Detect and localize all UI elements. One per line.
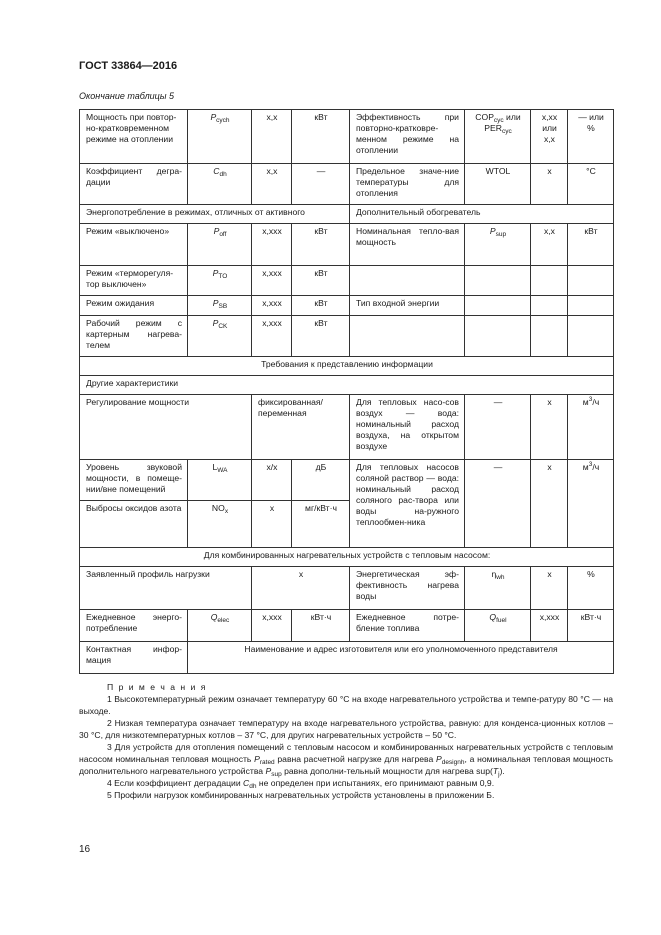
param-symbol: $\eta_{wh}$: [465, 567, 531, 610]
param-format: x: [252, 501, 292, 548]
table-row: [80, 266, 614, 296]
section-header: Дополнительный обогреватель: [350, 205, 614, 224]
param-unit: кВт: [292, 316, 350, 357]
param-name: Регулирование мощности: [80, 395, 252, 460]
note-4: 4 Если коэффициент деградации $C_{dh}$ не определен при испытаниях, его принимают равным 0,9.: [107, 778, 495, 790]
param-format: x,xxx: [252, 266, 292, 296]
param-unit: $м^3/ч$: [568, 460, 614, 548]
param-name: Тип входной энергии: [350, 296, 465, 316]
param-name: Выбросы оксидов азота: [80, 501, 188, 548]
param-symbol: $P_{cych}$: [188, 110, 252, 164]
table-row: [80, 460, 614, 501]
param-unit: кВт: [292, 266, 350, 296]
table-row: [80, 376, 614, 395]
document-header: ГОСТ 33864—2016: [79, 60, 178, 72]
param-name: Режим «выключено»: [80, 224, 188, 266]
param-unit: —: [292, 164, 350, 205]
empty-cell: [568, 316, 614, 357]
empty-cell: [568, 266, 614, 296]
empty-cell: [465, 316, 531, 357]
param-unit: кВт: [292, 110, 350, 164]
section-header: Энергопотребление в режимах, отличных от активного: [80, 205, 350, 224]
param-symbol: $NO_x$: [188, 501, 252, 548]
param-format: x,x: [252, 110, 292, 164]
param-name: Номинальная тепло-вая мощность: [350, 224, 465, 266]
table-row: [80, 395, 614, 460]
param-unit: $м^3/ч$: [568, 395, 614, 460]
param-format: x,xx или x,x: [531, 110, 568, 164]
page-number: 16: [79, 844, 91, 855]
param-unit: °C: [568, 164, 614, 205]
empty-cell: [531, 296, 568, 316]
param-symbol: $Q_{elec}$: [188, 610, 252, 642]
param-name: Мощность при повтор-но-кратковременном режиме на отоплении: [80, 110, 188, 164]
param-symbol: $Q_{fuel}$: [465, 610, 531, 642]
param-symbol: $P_{off}$: [188, 224, 252, 266]
param-name: Ежедневное энерго-потребление: [80, 610, 188, 642]
section-header: Требования к представлению информации: [80, 357, 614, 376]
param-value: фиксированная/ переменная: [252, 395, 350, 460]
table-row: [80, 548, 614, 567]
param-format: x,x: [531, 224, 568, 266]
param-name: Режим «терморегуля-тор выключен»: [80, 266, 188, 296]
notes-section: [79, 681, 613, 801]
empty-cell: [465, 296, 531, 316]
table-row: [80, 296, 614, 316]
table-row: [80, 567, 614, 610]
param-symbol: $L_{WA}$: [188, 460, 252, 501]
param-name: Предельное значе-ние температуры для отопления: [350, 164, 465, 205]
param-name: Контактная инфор-мация: [80, 642, 188, 674]
param-format: x,xxx: [252, 610, 292, 642]
note-1: 1 Высокотемпературный режим означает температуру 60 °C на входе нагревательного устройства и темпе-ратуру 80 °C — на выходе.: [79, 694, 613, 716]
table-caption: Окончание таблицы 5: [79, 91, 174, 101]
param-name: Энергетическая эф-фективность нагрева воды: [350, 567, 465, 610]
param-name: Коэффициент дегра-дации: [80, 164, 188, 205]
param-symbol: $P_{sup}$: [465, 224, 531, 266]
param-format: x: [531, 164, 568, 205]
note-2: 2 Низкая температура означает температуру на входе нагревательного устройства, равную: для конденса-ционных котлов – 30 °C, для низкотемпературных котлов – 37 °C, для других нагревательных устройств – 50 °C.: [79, 718, 613, 740]
param-unit: кВт: [292, 224, 350, 266]
table-row: [80, 316, 614, 357]
table-row: [80, 224, 614, 266]
param-name: Эффективность при повторно-кратковре-менном режиме на отоплении: [350, 110, 465, 164]
param-symbol: $P_{CK}$: [188, 316, 252, 357]
param-unit: кВт: [568, 224, 614, 266]
empty-cell: [531, 316, 568, 357]
param-value: x: [252, 567, 350, 610]
param-unit: %: [568, 567, 614, 610]
param-symbol: WTOL: [465, 164, 531, 205]
param-name: Ежедневное потре-бление топлива: [350, 610, 465, 642]
param-format: x,xxx: [252, 316, 292, 357]
param-symbol: $P_{TO}$: [188, 266, 252, 296]
param-name: Для тепловых насо-сов воздух — вода: номинальный расход воздуха, на открытом воздухе: [350, 395, 465, 460]
note-3: 3 Для устройств для отопления помещений с тепловым насосом и комбинированных нагревательных устройств с тепловым насосом номинальная тепловая мощность $P_{rated}$ равна расчетной нагрузке для нагрева $P_{designh}$, а номинальная тепловая мощность дополнительного нагревательного устройства $P_{sup}$ равна дополни-тельный мощности для нагрева $sup(T_j)$.: [79, 742, 613, 778]
table-row: [80, 610, 614, 642]
table-row: [80, 642, 614, 674]
param-symbol: —: [465, 395, 531, 460]
empty-cell: [350, 316, 465, 357]
param-format: x,xxx: [531, 610, 568, 642]
section-header: Для комбинированных нагревательных устройств с тепловым насосом:: [80, 548, 614, 567]
characteristics-table: [79, 109, 614, 674]
param-symbol: $COP_{cyc}$ или $PER_{cyc}$: [465, 110, 531, 164]
param-unit: дБ: [292, 460, 350, 501]
param-name: Режим ожидания: [80, 296, 188, 316]
param-format: x: [531, 395, 568, 460]
notes-title: П р и м е ч а н и я: [107, 682, 207, 692]
table-row: [80, 357, 614, 376]
table-row: [80, 110, 614, 164]
param-unit: кВт: [292, 296, 350, 316]
section-header: Другие характеристики: [80, 376, 614, 395]
param-symbol: $P_{SB}$: [188, 296, 252, 316]
param-name: Рабочий режим с картерным нагрева-телем: [80, 316, 188, 357]
empty-cell: [531, 266, 568, 296]
param-format: x: [531, 567, 568, 610]
param-name: Уровень звуковой мощности, в помеще-нии/вне помещений: [80, 460, 188, 501]
empty-cell: [568, 296, 614, 316]
table-row: [80, 164, 614, 205]
param-format: x,x: [252, 164, 292, 205]
param-format: x,xxx: [252, 224, 292, 266]
empty-cell: [465, 266, 531, 296]
param-format: x: [531, 460, 568, 548]
param-format: x,xxx: [252, 296, 292, 316]
param-symbol: —: [465, 460, 531, 548]
param-name: Для тепловых насосов соляной раствор — вода: номинальный расход соляного рас-твора или воды на-ружного теплообмен-ника: [350, 460, 465, 548]
param-value: Наименование и адрес изготовителя или его уполномоченного представителя: [188, 642, 614, 674]
param-name: Заявленный профиль нагрузки: [80, 567, 252, 610]
param-format: x/x: [252, 460, 292, 501]
empty-cell: [350, 266, 465, 296]
note-5: 5 Профили нагрузок комбинированных нагревательных устройств установлены в приложении Б.: [107, 790, 495, 800]
param-unit: мг/кВт·ч: [292, 501, 350, 548]
param-unit: — или %: [568, 110, 614, 164]
param-unit: кВт·ч: [292, 610, 350, 642]
param-symbol: $C_{dh}$: [188, 164, 252, 205]
param-unit: кВт·ч: [568, 610, 614, 642]
table-row: [80, 205, 614, 224]
